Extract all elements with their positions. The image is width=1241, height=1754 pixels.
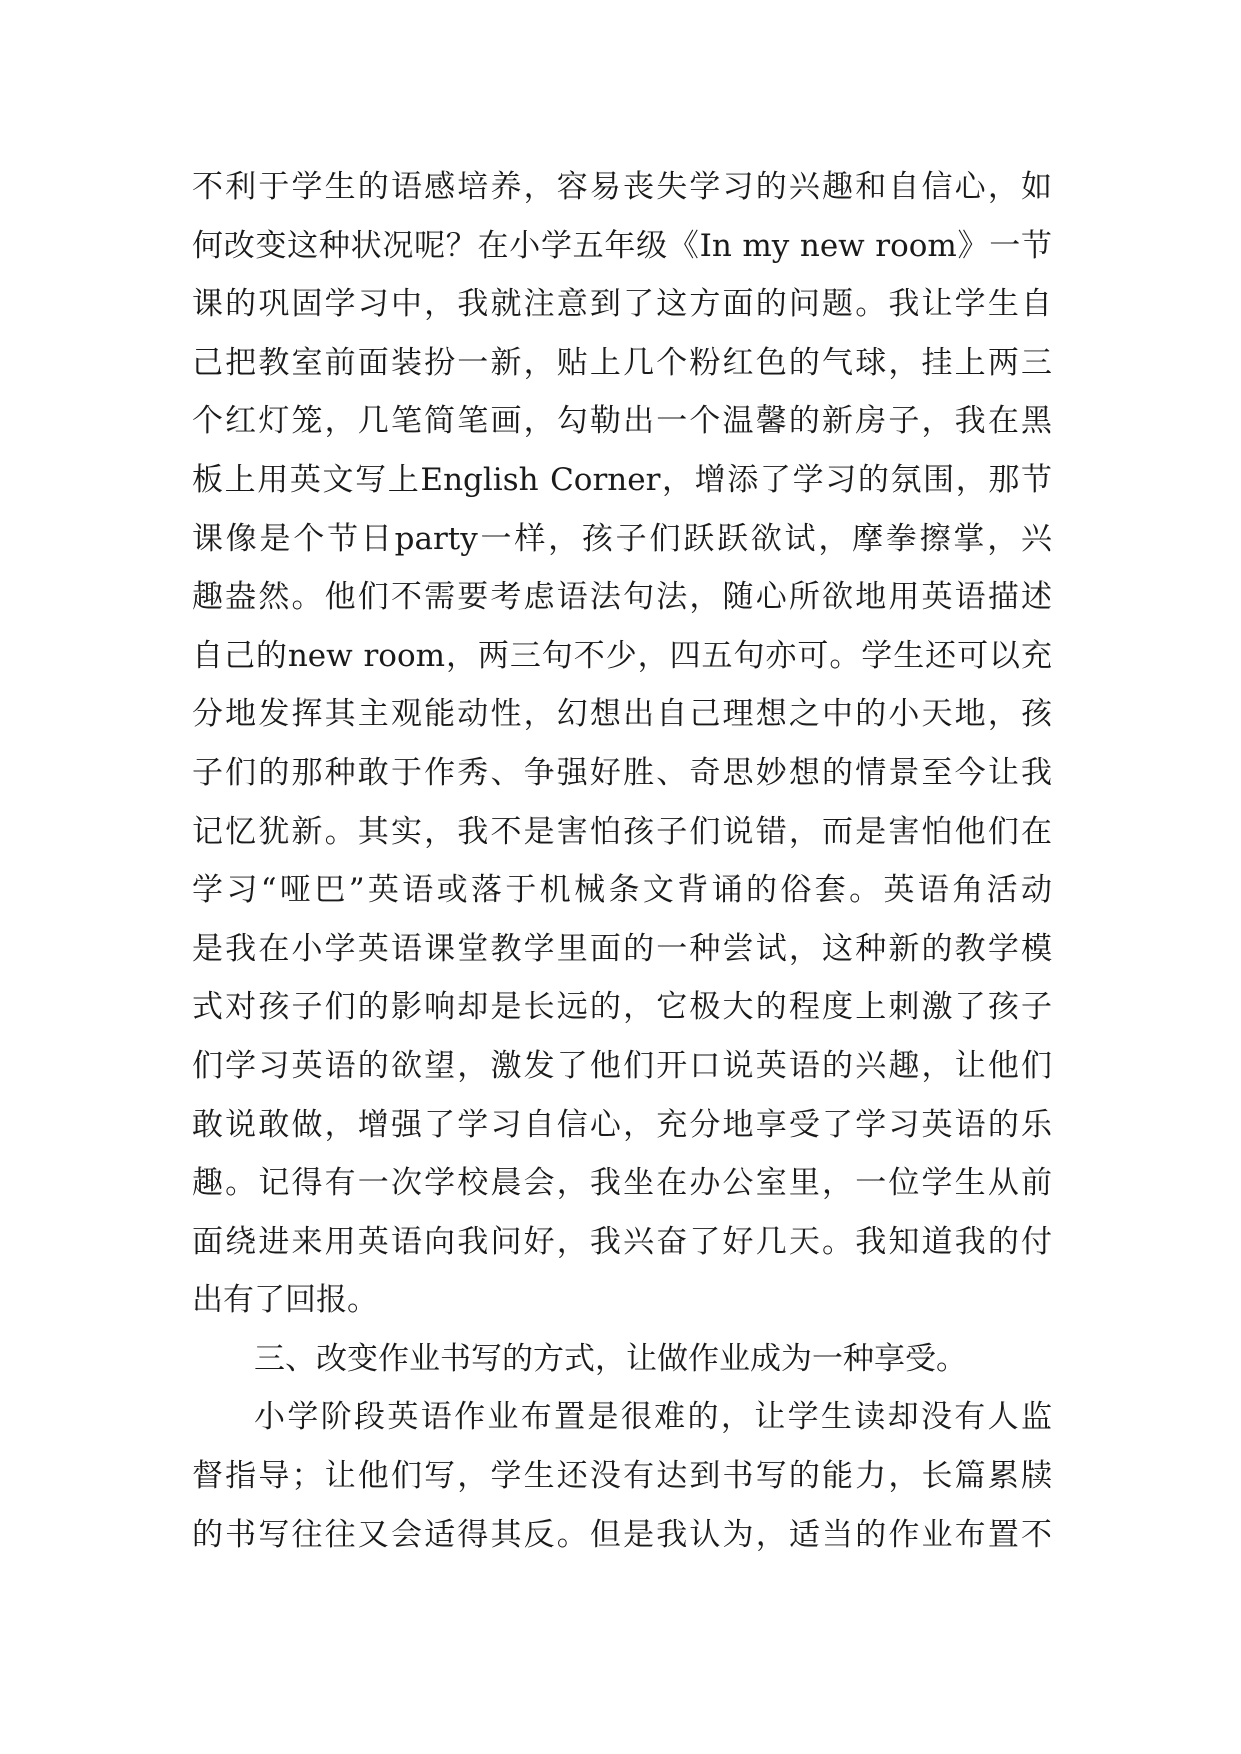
text-line: 督指导；让他们写，学生还没有达到书写的能力，长篇累牍 <box>192 1458 1052 1495</box>
text-line: 的书写往往又会适得其反。但是我认为，适当的作业布置不 <box>192 1516 1052 1553</box>
text-line: 板上用英文写上English Corner，增添了学习的氛围，那节 <box>192 461 1052 498</box>
text-line: 子们的那种敢于作秀、争强好胜、奇思妙想的情景至今让我 <box>192 754 1052 791</box>
text-line: 出有了回报。 <box>192 1282 378 1319</box>
text-line: 自己的new room，两三句不少，四五句亦可。学生还可以充 <box>192 637 1052 674</box>
text-line: 趣盎然。他们不需要考虑语法句法，随心所欲地用英语描述 <box>192 579 1052 616</box>
text-line: 式对孩子们的影响却是长远的，它极大的程度上刺激了孩子 <box>192 989 1052 1026</box>
text-line: 们学习英语的欲望，激发了他们开口说英语的兴趣，让他们 <box>192 1047 1052 1084</box>
text-line: 敢说敢做，增强了学习自信心，充分地享受了学习英语的乐 <box>192 1106 1052 1143</box>
section-heading: 三、改变作业书写的方式，让做作业成为一种享受。 <box>254 1340 967 1377</box>
text-line: 趣。记得有一次学校晨会，我坐在办公室里，一位学生从前 <box>192 1165 1052 1202</box>
text-line: 记忆犹新。其实，我不是害怕孩子们说错，而是害怕他们在 <box>192 813 1052 850</box>
text-line: 课的巩固学习中，我就注意到了这方面的问题。我让学生自 <box>192 286 1052 323</box>
text-line: 学习“哑巴”英语或落于机械条文背诵的俗套。英语角活动 <box>192 872 1052 909</box>
text-line: 己把教室前面装扮一新，贴上几个粉红色的气球，挂上两三 <box>192 344 1052 381</box>
text-line: 小学阶段英语作业布置是很难的，让学生读却没有人监 <box>254 1399 1052 1436</box>
text-line: 不利于学生的语感培养，容易丧失学习的兴趣和自信心，如 <box>192 169 1052 205</box>
text-line: 何改变这种状况呢？在小学五年级《In my new room》一节 <box>192 227 1052 264</box>
text-line: 是我在小学英语课堂教学里面的一种尝试，这种新的教学模 <box>192 930 1052 967</box>
text-line: 课像是个节日party一样，孩子们跃跃欲试，摩拳擦掌，兴 <box>192 520 1052 557</box>
text-line: 分地发挥其主观能动性，幻想出自己理想之中的小天地，孩 <box>192 696 1052 733</box>
text-line: 个红灯笼，几笔简笔画，勾勒出一个温馨的新房子，我在黑 <box>192 403 1052 440</box>
body-text <box>192 158 1052 1564</box>
text-line: 面绕进来用英语向我问好，我兴奋了好几天。我知道我的付 <box>192 1223 1052 1260</box>
